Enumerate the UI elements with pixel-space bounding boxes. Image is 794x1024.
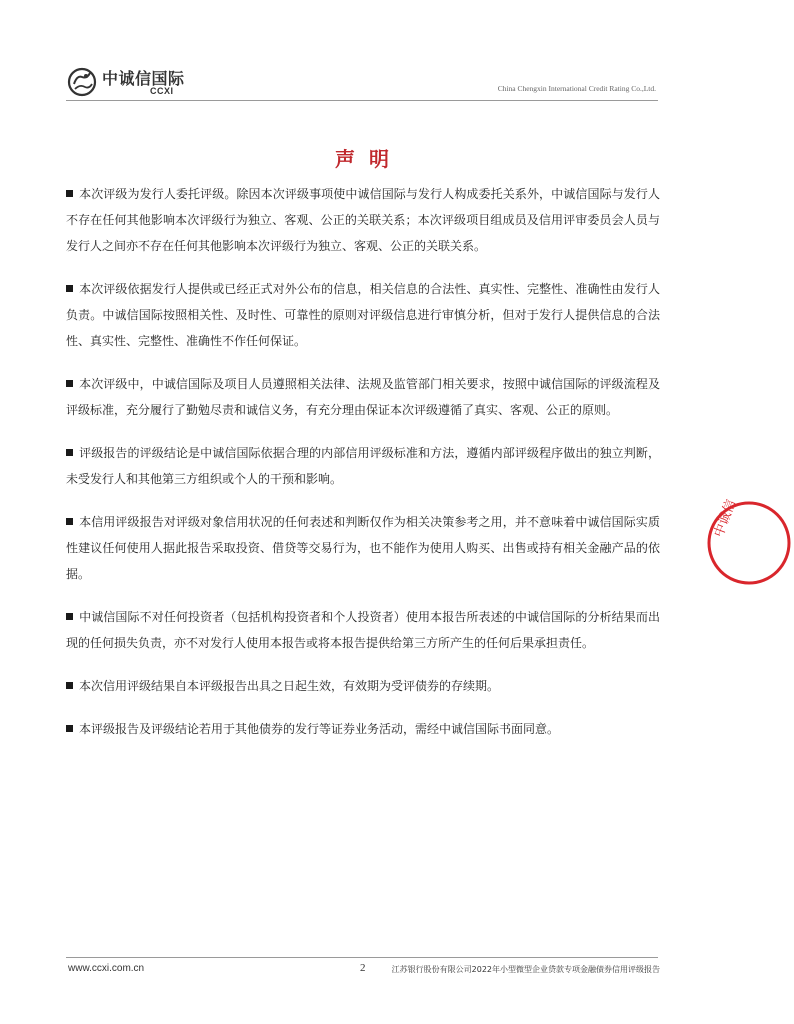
paragraph-text: 本次信用评级结果自本评级报告出具之日起生效，有效期为受评债券的存续期。 [79,679,500,693]
statement-body [66,181,660,759]
paragraph-text: 本次评级为发行人委托评级。除因本次评级事项使中诚信国际与发行人构成委托关系外，中诚信国际与发行人不存在任何其他影响本次评级行为独立、客观、公正的关联关系；本次评级项目组成员及信用评审委员会人员与发行人之间亦不存在任何其他影响本次评级行为独立、客观、公正的关联关系。 [66,187,660,253]
paragraph-text: 本次评级中，中诚信国际及项目人员遵照相关法律、法规及监管部门相关要求，按照中诚信国际的评级流程及评级标准，充分履行了勤勉尽责和诚信义务，有充分理由保证本次评级遵循了真实、客观、公正的原则。 [66,377,660,417]
statement-paragraph [66,604,660,656]
footer-website-link[interactable]: www.ccxi.com.cn [68,963,145,974]
paragraph-text: 本次评级依据发行人提供或已经正式对外公布的信息，相关信息的合法性、真实性、完整性、准确性由发行人负责。中诚信国际按照相关性、及时性、可靠性的原则对评级信息进行审慎分析，但对于发行人提供信息的合法性、真实性、完整性、准确性不作任何保证。 [66,282,660,348]
square-bullet-icon [66,613,73,620]
header-divider [66,100,658,101]
footer-report-title: 江苏银行股份有限公司2022年小型微型企业贷款专项金融债券信用评级报告 [391,965,660,974]
page-number: 2 [360,962,366,974]
logo-text-cn: 中诚信国际 [102,69,185,88]
statement-paragraph [66,371,660,423]
square-bullet-icon [66,380,73,387]
footer-divider [66,957,658,958]
header-company-name: China Chengxin International Credit Rating Co.,Ltd. [497,84,656,93]
statement-paragraph [66,276,660,354]
statement-paragraph [66,673,660,699]
paragraph-text: 中诚信国际不对任何投资者（包括机构投资者和个人投资者）使用本报告所表述的中诚信国际的分析结果而出现的任何损失负责，亦不对发行人使用本报告或将本报告提供给第三方所产生的任何后果承担责任。 [66,610,660,650]
square-bullet-icon [66,725,73,732]
statement-paragraph [66,440,660,492]
page-title: 声明 [335,147,403,171]
company-seal-stamp [704,498,794,588]
svg-text:中诚信: 中诚信 [711,497,740,540]
square-bullet-icon [66,190,73,197]
square-bullet-icon [66,285,73,292]
statement-paragraph [66,181,660,259]
square-bullet-icon [66,682,73,689]
statement-paragraph [66,716,660,742]
paragraph-text: 评级报告的评级结论是中诚信国际依据合理的内部信用评级标准和方法，遵循内部评级程序做出的独立判断，未受发行人和其他第三方组织或个人的干预和影响。 [66,446,660,486]
statement-paragraph [66,509,660,587]
logo-text-en: CCXI [150,86,174,96]
page-header [66,60,656,100]
paragraph-text: 本评级报告及评级结论若用于其他债券的发行等证券业务活动，需经中诚信国际书面同意。 [79,722,560,736]
paragraph-text: 本信用评级报告对评级对象信用状况的任何表述和判断仅作为相关决策参考之用，并不意味着中诚信国际实质性建议任何使用人据此报告采取投资、借贷等交易行为，也不能作为使用人购买、出售或持有相关金融产品的依据。 [66,515,660,581]
square-bullet-icon [66,449,73,456]
square-bullet-icon [66,518,73,525]
